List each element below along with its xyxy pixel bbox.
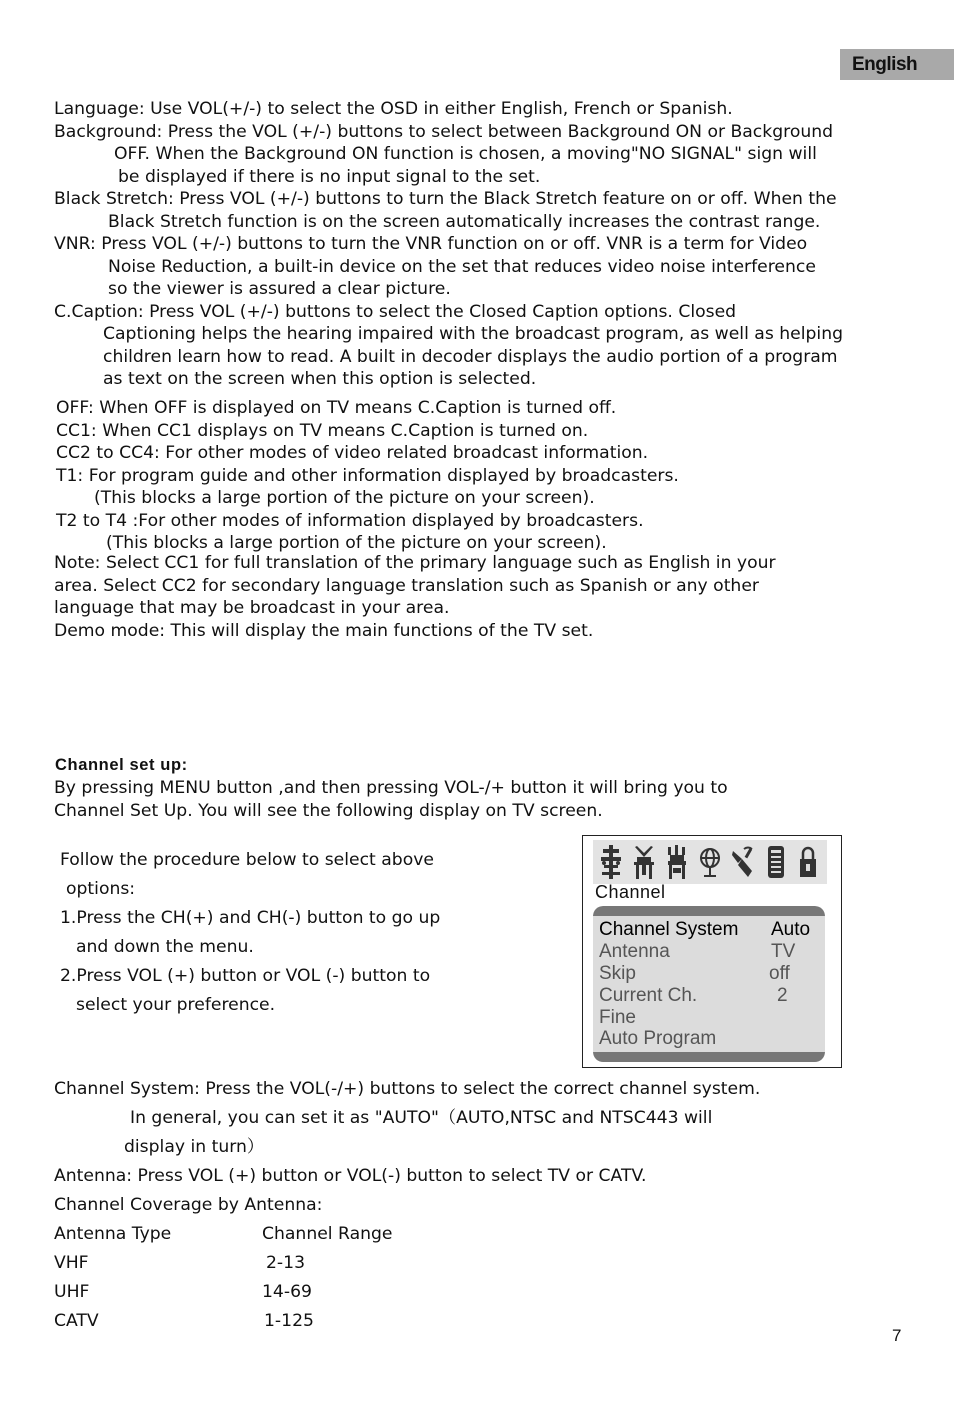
table-header-cell: Channel Range <box>262 1224 393 1244</box>
text-line: Black Stretch: Press VOL (+/-) buttons to turn the Black Stretch feature on or off. When the <box>54 189 837 209</box>
text-line: language that may be broadcast in your area. <box>54 598 450 618</box>
table-cell: 1-125 <box>264 1311 314 1331</box>
text-line: Antenna: Press VOL (+) button or VOL(-) button to select TV or CATV. <box>54 1166 647 1186</box>
osd-icon-bar <box>593 840 827 884</box>
table-row <box>54 1249 760 1278</box>
text-line: be displayed if there is no input signal to the set. <box>118 166 541 187</box>
remote-icon <box>763 843 789 881</box>
text-line: Channel Set Up. You will see the following display on TV screen. <box>54 800 603 821</box>
text-line: Follow the procedure below to select above <box>60 850 434 870</box>
text-line: T1: For program guide and other information displayed by broadcasters. <box>56 465 679 486</box>
picture-icon <box>631 843 657 881</box>
osd-bottom-bar <box>593 1052 825 1062</box>
text-line: options: <box>66 879 136 899</box>
text-line: area. Select CC2 for secondary language translation such as Spanish or any other <box>54 575 759 596</box>
osd-top-bar <box>593 906 825 916</box>
text-line: T2 to T4 :For other modes of information displayed by broadcasters. <box>56 510 644 531</box>
osd-item-channel-system[interactable]: Channel System <box>599 919 739 940</box>
text-line: Language: Use VOL(+/-) to select the OSD in either English, French or Spanish. <box>54 99 733 119</box>
osd-item-antenna[interactable]: Antenna <box>599 941 670 962</box>
text-line: Channel Coverage by Antenna: <box>54 1195 323 1215</box>
table-cell: CATV <box>54 1311 99 1331</box>
text-line: Noise Reduction, a built-in device on the set that reduces video noise interference <box>108 256 816 277</box>
antenna-table-header <box>54 1220 760 1249</box>
text-line: (This blocks a large portion of the picture on your screen). <box>106 533 607 553</box>
text-line: Background: Press the VOL (+/-) buttons to select between Background ON or Background <box>54 121 834 142</box>
table-cell: UHF <box>54 1282 90 1302</box>
lock-icon <box>795 843 821 881</box>
osd-item-current-ch[interactable]: Current Ch. <box>599 985 698 1006</box>
osd-value-antenna: TV <box>771 941 796 962</box>
text-line: CC2 to CC4: For other modes of video related broadcast information. <box>56 443 649 463</box>
channel-system-descriptions <box>54 1075 760 1336</box>
osd-value-channel-system: Auto <box>771 919 811 940</box>
osd-value-current-ch: 2 <box>777 985 788 1006</box>
section-heading: Channel set up: <box>55 756 188 774</box>
text-line: display in turn） <box>124 1137 265 1157</box>
procedure-list <box>60 846 440 1020</box>
osd-item-fine[interactable]: Fine <box>599 1007 636 1028</box>
setup-icon <box>598 843 624 881</box>
table-cell: 2-13 <box>266 1253 306 1273</box>
sound-icon <box>664 843 690 881</box>
text-line: Channel System: Press the VOL(-/+) buttons to select the correct channel system. <box>54 1079 761 1099</box>
text-line: Demo mode: This will display the main functions of the TV set. <box>54 620 594 641</box>
osd-value-skip: off <box>769 963 790 984</box>
text-line: as text on the screen when this option is selected. <box>103 369 537 389</box>
text-line: select your preference. <box>76 995 276 1015</box>
table-cell: 14-69 <box>262 1282 312 1302</box>
table-row <box>54 1307 760 1336</box>
osd-menu <box>582 835 842 1068</box>
text-line: Black Stretch function is on the screen automatically increases the contrast range. <box>108 211 821 232</box>
text-line: CC1: When CC1 displays on TV means C.Caption is turned on. <box>56 420 589 441</box>
page-number: 7 <box>892 1326 902 1345</box>
channel-setup-intro <box>54 777 728 822</box>
text-line: OFF: When OFF is displayed on TV means C.Caption is turned off. <box>56 398 617 418</box>
text-line: C.Caption: Press VOL (+/-) buttons to select the Closed Caption options. Closed <box>54 301 737 322</box>
language-tab: English <box>840 49 954 80</box>
globe-icon <box>697 843 723 881</box>
text-line: 2.Press VOL (+) button or VOL (-) button to <box>60 966 431 986</box>
osd-item-skip[interactable]: Skip <box>599 963 636 984</box>
osd-title: Channel <box>595 882 666 902</box>
table-header-cell: Antenna Type <box>54 1224 172 1244</box>
text-line: VNR: Press VOL (+/-) buttons to turn the VNR function on or off. VNR is a term for Video <box>54 234 808 254</box>
text-line: children learn how to read. A built in decoder displays the audio portion of a program <box>103 346 838 367</box>
text-line: (This blocks a large portion of the picture on your screen). <box>94 488 595 508</box>
osd-item-auto-program[interactable]: Auto Program <box>599 1028 717 1049</box>
text-line: 1.Press the CH(+) and CH(-) button to go up <box>60 908 441 928</box>
satellite-icon <box>730 843 756 881</box>
osd-menu-panel <box>593 906 825 1062</box>
text-line: so the viewer is assured a clear picture. <box>108 279 451 299</box>
text-line: Note: Select CC1 for full translation of the primary language such as English in your <box>54 553 776 573</box>
caption-options <box>56 397 679 555</box>
text-line: and down the menu. <box>76 937 254 957</box>
settings-descriptions <box>54 98 843 391</box>
text-line: In general, you can set it as "AUTO"（AUTO,NTSC and NTSC443 will <box>130 1108 713 1128</box>
note-block <box>54 552 776 642</box>
table-cell: VHF <box>54 1253 89 1273</box>
text-line: Captioning helps the hearing impaired with the broadcast program, as well as helping <box>103 324 843 344</box>
text-line: By pressing MENU button ,and then pressing VOL-/+ button it will bring you to <box>54 778 728 798</box>
text-line: OFF. When the Background ON function is chosen, a moving"NO SIGNAL" sign will <box>114 144 817 164</box>
table-row <box>54 1278 760 1307</box>
